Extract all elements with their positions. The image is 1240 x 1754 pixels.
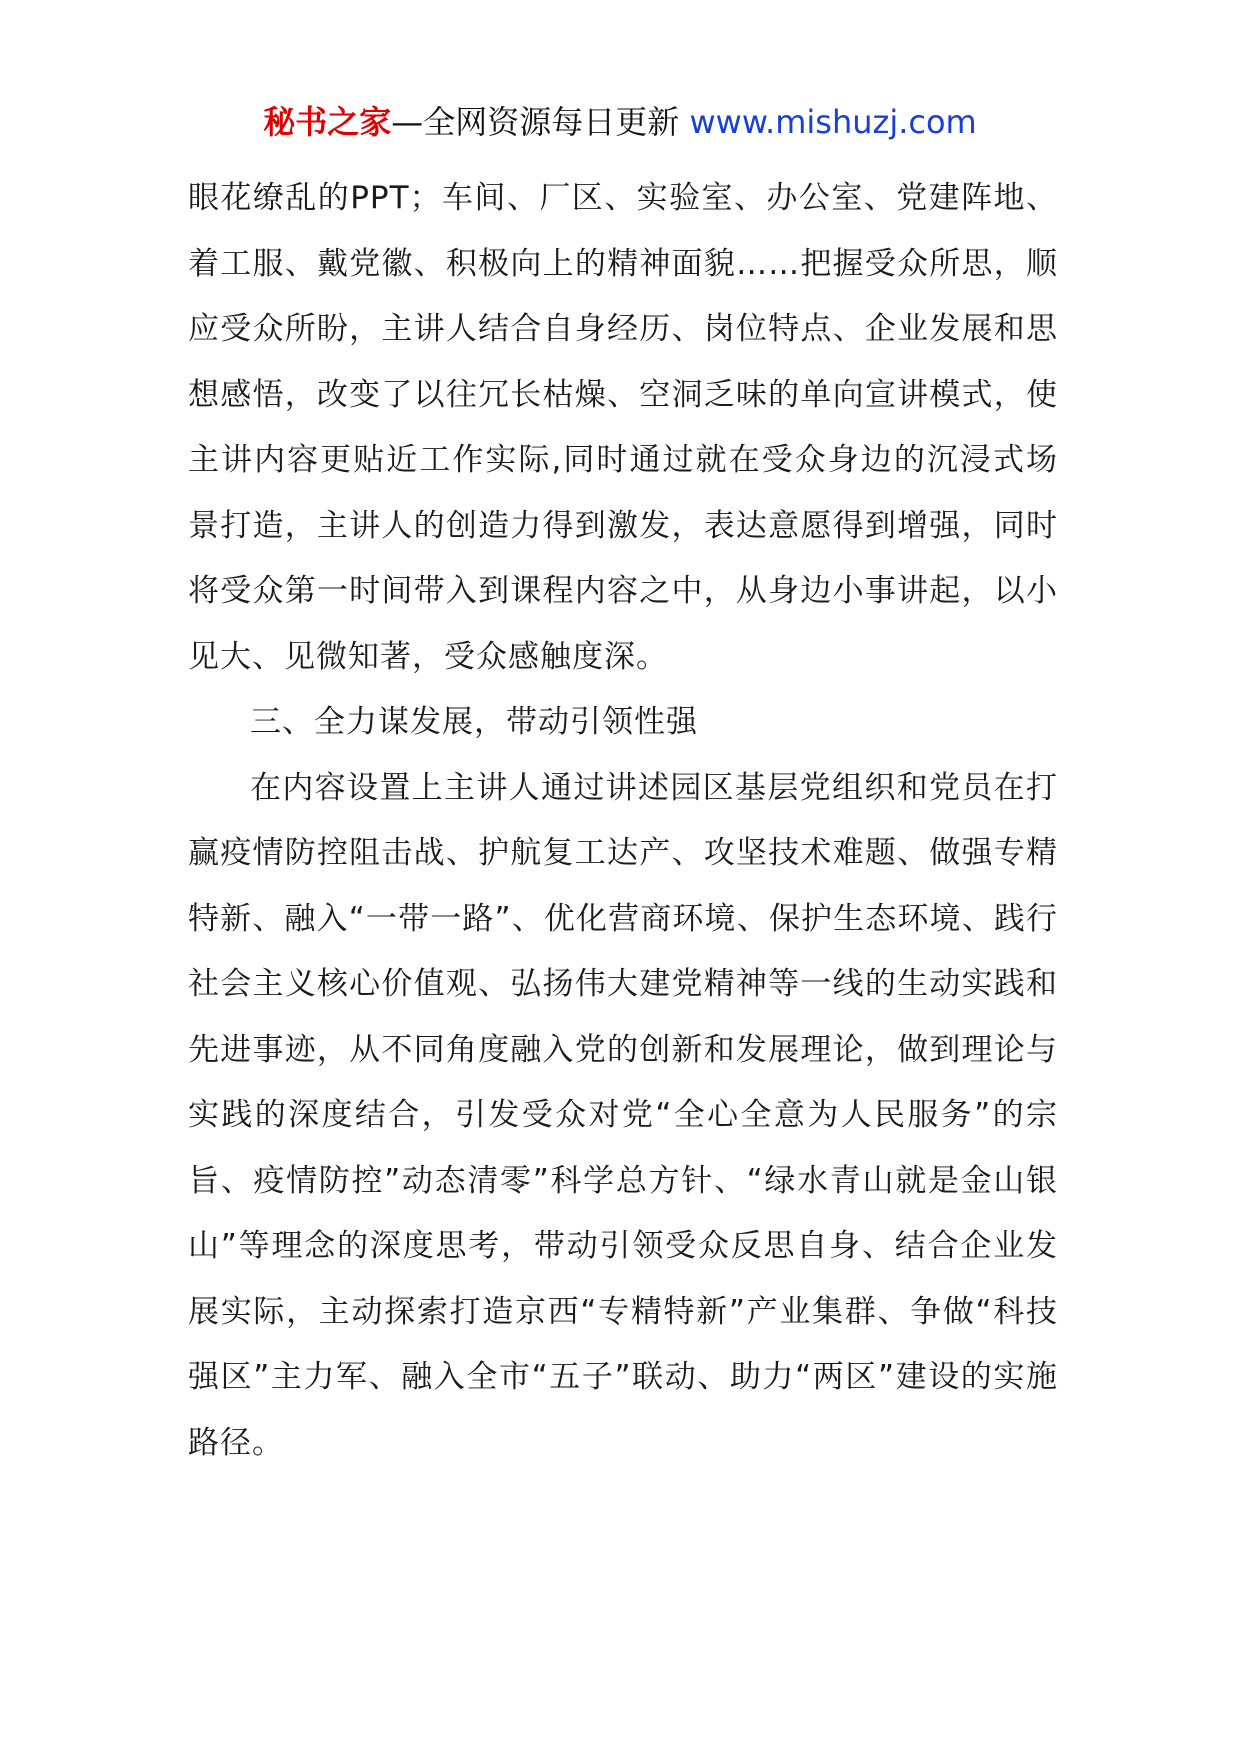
header-tagline: —全网资源每日更新 xyxy=(391,103,690,141)
continuation-paragraph: 眼花缭乱的PPT；车间、厂区、实验室、办公室、党建阵地、着工服、戴党徽、积极向上的精神面貌……把握受众所思，顺应受众所盼，主讲人结合自身经历、岗位特点、企业发展和思想感悟，改变了以往冗长枯燥、空洞乏味的单向宣讲模式，使主讲内容更贴近工作实际,同时通过就在受众身边的沉浸式场景打造，主讲人的创造力得到激发，表达意愿得到增强，同时将受众第一时间带入到课程内容之中，从身边小事讲起，以小见大、见微知著，受众感触度深。 xyxy=(188,180,1058,675)
document-body xyxy=(188,166,1058,1476)
section-heading: 三、全力谋发展，带动引领性强 xyxy=(250,704,698,740)
section-paragraph: 在内容设置上主讲人通过讲述园区基层党组织和党员在打赢疫情防控阻击战、护航复工达产、攻坚技术难题、做强专精特新、融入“一带一路”、优化营商环境、保护生态环境、践行社会主义核心价值观、弘扬伟大建党精神等一线的生动实践和先进事迹，从不同角度融入党的创新和发展理论，做到理论与实践的深度结合，引发受众对党“全心全意为人民服务”的宗旨、疫情防控”动态清零”科学总方针、“绿水青山就是金山银山”等理念的深度思考，带动引领受众反思自身、结合企业发展实际，主动探索打造京西“专精特新”产业集群、争做“科技强区”主力军、融入全市“五子”联动、助力“两区”建设的实施路径。 xyxy=(188,769,1058,1461)
header-url[interactable]: www.mishuzj.com xyxy=(689,103,977,141)
brand-name: 秘书之家 xyxy=(263,103,392,141)
watermark-header xyxy=(0,100,1240,144)
